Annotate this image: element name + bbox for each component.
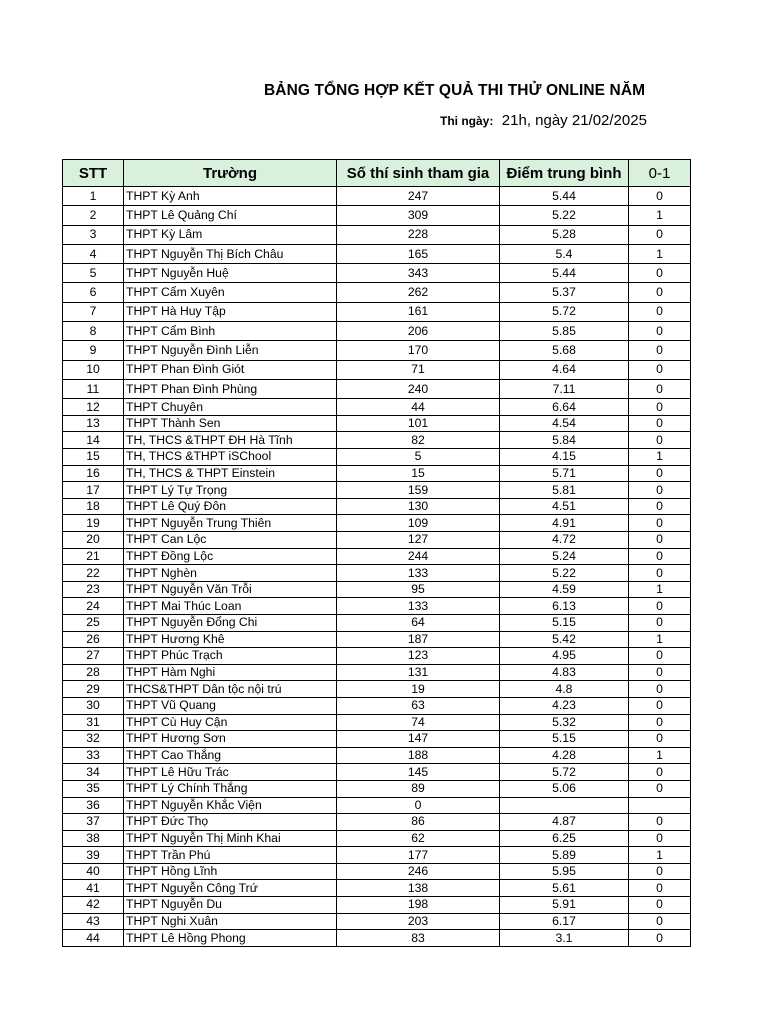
average-score-cell: 5.89 [500, 847, 629, 864]
table-row [63, 498, 691, 515]
participants-cell: 203 [337, 913, 500, 930]
school-cell: THPT Đồng Lộc [124, 548, 337, 565]
flag-cell: 0 [629, 548, 691, 565]
stt-cell: 26 [63, 631, 124, 648]
stt-cell: 33 [63, 747, 124, 764]
flag-cell: 0 [629, 341, 691, 360]
participants-cell: 198 [337, 897, 500, 914]
participants-cell: 228 [337, 225, 500, 244]
table-row [63, 764, 691, 781]
average-score-cell: 5.32 [500, 714, 629, 731]
school-cell: THPT Nguyễn Văn Trỗi [124, 581, 337, 598]
average-score-cell: 4.72 [500, 532, 629, 549]
flag-cell: 0 [629, 764, 691, 781]
average-score-cell: 5.15 [500, 614, 629, 631]
stt-cell: 42 [63, 897, 124, 914]
stt-cell: 39 [63, 847, 124, 864]
school-cell: THPT Nguyễn Khắc Viện [124, 797, 337, 814]
flag-cell: 0 [629, 780, 691, 797]
flag-cell: 0 [629, 598, 691, 615]
participants-cell: 63 [337, 697, 500, 714]
flag-cell: 0 [629, 187, 691, 206]
participants-cell: 86 [337, 814, 500, 831]
participants-cell: 131 [337, 664, 500, 681]
participants-cell: 64 [337, 614, 500, 631]
school-cell: THPT Đức Thọ [124, 814, 337, 831]
school-cell: TH, THCS &THPT iSChool [124, 449, 337, 466]
flag-cell: 0 [629, 913, 691, 930]
average-score-cell: 4.59 [500, 581, 629, 598]
flag-cell: 1 [629, 847, 691, 864]
flag-cell: 0 [629, 322, 691, 341]
average-score-cell: 4.51 [500, 498, 629, 515]
table-row [63, 830, 691, 847]
average-score-cell: 4.95 [500, 648, 629, 665]
participants-cell: 130 [337, 498, 500, 515]
table-row [63, 614, 691, 631]
average-score-cell: 5.72 [500, 302, 629, 321]
average-score-cell: 7.11 [500, 379, 629, 398]
participants-cell: 177 [337, 847, 500, 864]
participants-cell: 71 [337, 360, 500, 379]
participants-cell: 89 [337, 780, 500, 797]
table-row [63, 747, 691, 764]
average-score-cell: 5.95 [500, 863, 629, 880]
header-average-score: Điểm trung bình [500, 160, 629, 187]
average-score-cell: 5.85 [500, 322, 629, 341]
table-row [63, 206, 691, 225]
stt-cell: 40 [63, 863, 124, 880]
participants-cell: 123 [337, 648, 500, 665]
flag-cell: 0 [629, 379, 691, 398]
table-row [63, 302, 691, 321]
average-score-cell: 5.4 [500, 244, 629, 263]
flag-cell: 0 [629, 897, 691, 914]
participants-cell: 62 [337, 830, 500, 847]
flag-cell: 1 [629, 747, 691, 764]
average-score-cell: 5.68 [500, 341, 629, 360]
table-row [63, 631, 691, 648]
flag-cell: 0 [629, 880, 691, 897]
average-score-cell: 3.1 [500, 930, 629, 947]
average-score-cell: 4.91 [500, 515, 629, 532]
flag-cell: 0 [629, 515, 691, 532]
average-score-cell: 4.64 [500, 360, 629, 379]
flag-cell: 1 [629, 631, 691, 648]
stt-cell: 2 [63, 206, 124, 225]
school-cell: THPT Hàm Nghi [124, 664, 337, 681]
average-score-cell: 5.22 [500, 206, 629, 225]
school-cell: THPT Nguyễn Đình Liễn [124, 341, 337, 360]
average-score-cell: 5.15 [500, 731, 629, 748]
flag-cell [629, 797, 691, 814]
table-row [63, 322, 691, 341]
table-row [63, 244, 691, 263]
stt-cell: 18 [63, 498, 124, 515]
flag-cell: 0 [629, 664, 691, 681]
stt-cell: 24 [63, 598, 124, 615]
participants-cell: 240 [337, 379, 500, 398]
average-score-cell: 4.54 [500, 415, 629, 432]
page-title: BẢNG TỔNG HỢP KẾT QUẢ THI THỬ ONLINE NĂM [264, 82, 646, 99]
average-score-cell: 5.37 [500, 283, 629, 302]
stt-cell: 32 [63, 731, 124, 748]
school-cell: THPT Lê Quý Đôn [124, 498, 337, 515]
flag-cell: 0 [629, 264, 691, 283]
table-row [63, 847, 691, 864]
header-stt: STT [63, 160, 124, 187]
table-row [63, 399, 691, 416]
stt-cell: 13 [63, 415, 124, 432]
stt-cell: 19 [63, 515, 124, 532]
school-cell: THPT Nguyễn Huệ [124, 264, 337, 283]
average-score-cell: 4.15 [500, 449, 629, 466]
school-cell: THPT Cù Huy Cận [124, 714, 337, 731]
participants-cell: 187 [337, 631, 500, 648]
school-cell: THPT Lý Tự Trọng [124, 482, 337, 499]
table-row [63, 532, 691, 549]
stt-cell: 11 [63, 379, 124, 398]
participants-cell: 170 [337, 341, 500, 360]
participants-cell: 133 [337, 565, 500, 582]
table-row [63, 415, 691, 432]
school-cell: THPT Mai Thúc Loan [124, 598, 337, 615]
table-row [63, 863, 691, 880]
school-cell: THPT Hương Khê [124, 631, 337, 648]
table-row [63, 565, 691, 582]
stt-cell: 6 [63, 283, 124, 302]
school-cell: THPT Can Lộc [124, 532, 337, 549]
flag-cell: 0 [629, 863, 691, 880]
stt-cell: 38 [63, 830, 124, 847]
participants-cell: 161 [337, 302, 500, 321]
participants-cell: 145 [337, 764, 500, 781]
stt-cell: 10 [63, 360, 124, 379]
table-row [63, 648, 691, 665]
average-score-cell: 5.22 [500, 565, 629, 582]
exam-date [440, 112, 647, 130]
school-cell: THPT Thành Sen [124, 415, 337, 432]
school-cell: THPT Nguyễn Thị Bích Châu [124, 244, 337, 263]
average-score-cell: 5.84 [500, 432, 629, 449]
school-cell: THPT Cẩm Xuyên [124, 283, 337, 302]
participants-cell: 5 [337, 449, 500, 466]
average-score-cell: 5.91 [500, 897, 629, 914]
average-score-cell: 5.28 [500, 225, 629, 244]
school-cell: THPT Phan Đình Phùng [124, 379, 337, 398]
school-cell: THPT Phan Đình Giót [124, 360, 337, 379]
exam-date-label: Thi ngày: [440, 114, 494, 128]
stt-cell: 21 [63, 548, 124, 565]
participants-cell: 165 [337, 244, 500, 263]
table-row [63, 548, 691, 565]
school-cell: THPT Vũ Quang [124, 697, 337, 714]
stt-cell: 28 [63, 664, 124, 681]
flag-cell: 0 [629, 565, 691, 582]
participants-cell: 206 [337, 322, 500, 341]
flag-cell: 0 [629, 482, 691, 499]
school-cell: THPT Cao Thắng [124, 747, 337, 764]
average-score-cell: 5.71 [500, 465, 629, 482]
participants-cell: 127 [337, 532, 500, 549]
school-cell: THPT Nguyễn Du [124, 897, 337, 914]
table-row [63, 880, 691, 897]
table-row [63, 714, 691, 731]
table-row [63, 432, 691, 449]
average-score-cell: 6.64 [500, 399, 629, 416]
participants-cell: 244 [337, 548, 500, 565]
flag-cell: 0 [629, 399, 691, 416]
table-row [63, 264, 691, 283]
flag-cell: 0 [629, 714, 691, 731]
flag-cell: 0 [629, 360, 691, 379]
participants-cell: 95 [337, 581, 500, 598]
flag-cell: 0 [629, 283, 691, 302]
stt-cell: 3 [63, 225, 124, 244]
flag-cell: 0 [629, 432, 691, 449]
table-row [63, 897, 691, 914]
stt-cell: 9 [63, 341, 124, 360]
average-score-cell: 5.44 [500, 264, 629, 283]
table-row [63, 697, 691, 714]
flag-cell: 0 [629, 225, 691, 244]
stt-cell: 23 [63, 581, 124, 598]
participants-cell: 74 [337, 714, 500, 731]
school-cell: THPT Nghi Xuân [124, 913, 337, 930]
header-row [63, 160, 691, 187]
average-score-cell: 5.44 [500, 187, 629, 206]
stt-cell: 44 [63, 930, 124, 947]
average-score-cell: 5.72 [500, 764, 629, 781]
participants-cell: 188 [337, 747, 500, 764]
table-row [63, 731, 691, 748]
school-cell: THPT Lý Chính Thắng [124, 780, 337, 797]
participants-cell: 133 [337, 598, 500, 615]
flag-cell: 1 [629, 449, 691, 466]
school-cell: THPT Nguyễn Trung Thiên [124, 515, 337, 532]
table-row [63, 379, 691, 398]
flag-cell: 0 [629, 731, 691, 748]
school-cell: TH, THCS & THPT Einstein [124, 465, 337, 482]
school-cell: THPT Lê Hồng Phong [124, 930, 337, 947]
school-cell: THPT Hồng Lĩnh [124, 863, 337, 880]
stt-cell: 20 [63, 532, 124, 549]
school-cell: THPT Nguyễn Thị Minh Khai [124, 830, 337, 847]
stt-cell: 37 [63, 814, 124, 831]
stt-cell: 8 [63, 322, 124, 341]
flag-cell: 0 [629, 930, 691, 947]
flag-cell: 0 [629, 830, 691, 847]
average-score-cell: 4.83 [500, 664, 629, 681]
participants-cell: 15 [337, 465, 500, 482]
stt-cell: 34 [63, 764, 124, 781]
stt-cell: 29 [63, 681, 124, 698]
school-cell: THCS&THPT Dân tộc nội trú [124, 681, 337, 698]
average-score-cell: 5.06 [500, 780, 629, 797]
table-row [63, 797, 691, 814]
header-school: Trường [124, 160, 337, 187]
table-row [63, 930, 691, 947]
stt-cell: 7 [63, 302, 124, 321]
participants-cell: 147 [337, 731, 500, 748]
table-row [63, 814, 691, 831]
exam-date-value: 21h, ngày 21/02/2025 [501, 112, 647, 129]
average-score-cell: 4.8 [500, 681, 629, 698]
school-cell: THPT Lê Quảng Chí [124, 206, 337, 225]
average-score-cell: 5.81 [500, 482, 629, 499]
flag-cell: 0 [629, 614, 691, 631]
stt-cell: 5 [63, 264, 124, 283]
table-row [63, 449, 691, 466]
participants-cell: 262 [337, 283, 500, 302]
table-row [63, 515, 691, 532]
flag-cell: 0 [629, 814, 691, 831]
stt-cell: 27 [63, 648, 124, 665]
table-row [63, 581, 691, 598]
participants-cell: 246 [337, 863, 500, 880]
flag-cell: 0 [629, 681, 691, 698]
table-row [63, 225, 691, 244]
flag-cell: 0 [629, 498, 691, 515]
school-cell: THPT Nguyễn Công Trứ [124, 880, 337, 897]
participants-cell: 138 [337, 880, 500, 897]
participants-cell: 0 [337, 797, 500, 814]
stt-cell: 31 [63, 714, 124, 731]
school-cell: THPT Kỳ Anh [124, 187, 337, 206]
table-row [63, 681, 691, 698]
school-cell: THPT Nguyễn Đổng Chi [124, 614, 337, 631]
school-cell: THPT Hương Sơn [124, 731, 337, 748]
header-participants: Số thí sinh tham gia [337, 160, 500, 187]
participants-cell: 343 [337, 264, 500, 283]
participants-cell: 83 [337, 930, 500, 947]
school-cell: TH, THCS &THPT ĐH Hà Tĩnh [124, 432, 337, 449]
participants-cell: 101 [337, 415, 500, 432]
stt-cell: 14 [63, 432, 124, 449]
school-cell: THPT Hà Huy Tập [124, 302, 337, 321]
participants-cell: 309 [337, 206, 500, 225]
stt-cell: 30 [63, 697, 124, 714]
average-score-cell [500, 797, 629, 814]
stt-cell: 12 [63, 399, 124, 416]
school-cell: THPT Lê Hữu Trác [124, 764, 337, 781]
school-cell: THPT Kỳ Lâm [124, 225, 337, 244]
average-score-cell: 4.23 [500, 697, 629, 714]
stt-cell: 41 [63, 880, 124, 897]
stt-cell: 4 [63, 244, 124, 263]
table-row [63, 187, 691, 206]
average-score-cell: 4.28 [500, 747, 629, 764]
stt-cell: 17 [63, 482, 124, 499]
participants-cell: 82 [337, 432, 500, 449]
participants-cell: 19 [337, 681, 500, 698]
average-score-cell: 6.17 [500, 913, 629, 930]
school-cell: THPT Trần Phú [124, 847, 337, 864]
average-score-cell: 5.42 [500, 631, 629, 648]
participants-cell: 109 [337, 515, 500, 532]
stt-cell: 22 [63, 565, 124, 582]
table-row [63, 283, 691, 302]
header-0-1: 0-1 [629, 160, 691, 187]
stt-cell: 43 [63, 913, 124, 930]
average-score-cell: 6.25 [500, 830, 629, 847]
results-table [62, 159, 691, 947]
flag-cell: 0 [629, 648, 691, 665]
school-cell: THPT Nghèn [124, 565, 337, 582]
table-row [63, 664, 691, 681]
average-score-cell: 5.61 [500, 880, 629, 897]
participants-cell: 44 [337, 399, 500, 416]
flag-cell: 0 [629, 302, 691, 321]
table-row [63, 360, 691, 379]
average-score-cell: 4.87 [500, 814, 629, 831]
flag-cell: 0 [629, 532, 691, 549]
school-cell: THPT Cẩm Bình [124, 322, 337, 341]
school-cell: THPT Chuyên [124, 399, 337, 416]
flag-cell: 1 [629, 581, 691, 598]
table-row [63, 598, 691, 615]
participants-cell: 159 [337, 482, 500, 499]
stt-cell: 36 [63, 797, 124, 814]
flag-cell: 1 [629, 206, 691, 225]
table-body [63, 187, 691, 947]
flag-cell: 0 [629, 415, 691, 432]
stt-cell: 16 [63, 465, 124, 482]
flag-cell: 1 [629, 244, 691, 263]
average-score-cell: 6.13 [500, 598, 629, 615]
participants-cell: 247 [337, 187, 500, 206]
table-row [63, 341, 691, 360]
school-cell: THPT Phúc Trạch [124, 648, 337, 665]
stt-cell: 25 [63, 614, 124, 631]
table-row [63, 465, 691, 482]
stt-cell: 1 [63, 187, 124, 206]
flag-cell: 0 [629, 465, 691, 482]
stt-cell: 15 [63, 449, 124, 466]
table-row [63, 780, 691, 797]
average-score-cell: 5.24 [500, 548, 629, 565]
flag-cell: 0 [629, 697, 691, 714]
table-row [63, 482, 691, 499]
stt-cell: 35 [63, 780, 124, 797]
table-row [63, 913, 691, 930]
